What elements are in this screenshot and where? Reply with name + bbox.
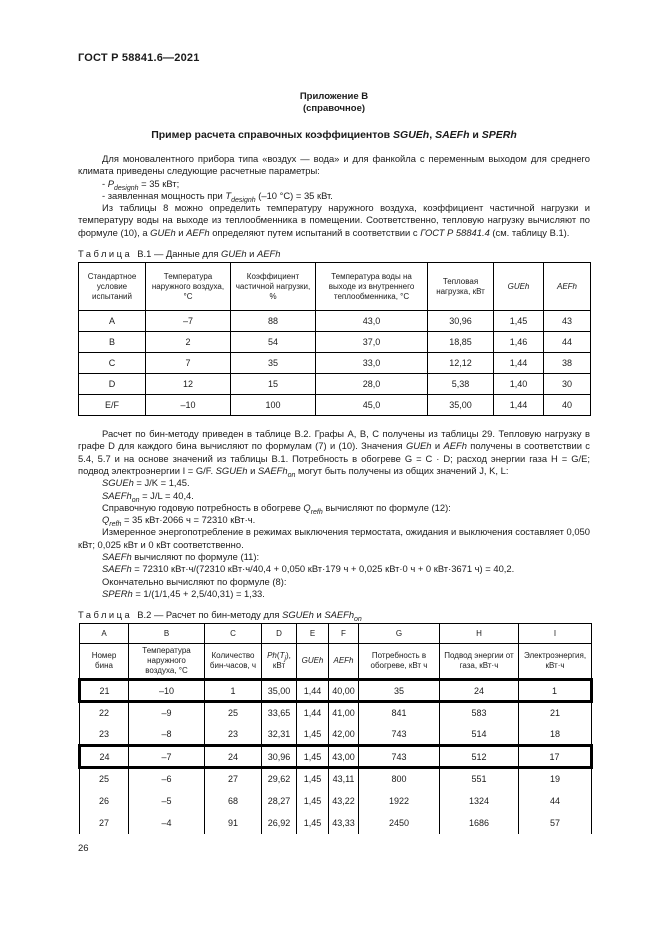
table-cell: 22 <box>80 702 129 724</box>
table-b2-caption-text: В.2 — Расчет по бин-методу для SGUEh и SAEFh$_{on}$ <box>137 609 362 624</box>
table-cell: 24 <box>80 746 129 768</box>
table-cell: 21 <box>80 680 129 702</box>
table-cell: –7 <box>146 311 231 332</box>
table-cell: 33,65 <box>262 702 297 724</box>
table-cell: –5 <box>129 790 205 812</box>
column-header: Электроэнергия, кВт·ч <box>519 644 592 680</box>
table-cell: 5,38 <box>428 374 494 395</box>
table-row <box>79 311 591 332</box>
table-cell: 43,11 <box>329 768 359 790</box>
table-cell: 743 <box>359 746 440 768</box>
table-cell: C <box>79 353 146 374</box>
table-row <box>79 395 591 416</box>
column-header: GUEh <box>297 644 329 680</box>
table-cell: 24 <box>440 680 519 702</box>
table-cell: D <box>79 374 146 395</box>
table-cell: 1324 <box>440 790 519 812</box>
column-header: Подвод энергии от газа, кВт·ч <box>440 644 519 680</box>
table-cell: 17 <box>519 746 592 768</box>
appendix-type: (справочное) <box>302 103 366 114</box>
table-cell: 30,96 <box>262 746 297 768</box>
column-header: Тепловая нагрузка, кВт <box>428 263 494 311</box>
column-header: C <box>205 624 262 644</box>
table-cell: 1,40 <box>494 374 544 395</box>
column-header: Номер бина <box>80 644 129 680</box>
table-cell: 15 <box>231 374 316 395</box>
table-cell: 43 <box>544 311 591 332</box>
column-header: D <box>262 624 297 644</box>
table-cell: 1,44 <box>297 702 329 724</box>
table-cell: 743 <box>359 724 440 746</box>
table-cell: –7 <box>129 746 205 768</box>
table-cell: 28,0 <box>316 374 428 395</box>
table-row <box>79 374 591 395</box>
list-item-tdesign: - заявленная мощность при $T_{designh}$ (–10 °С) = 35 кВт. <box>102 189 333 204</box>
table-cell: 26,92 <box>262 812 297 834</box>
table-cell: 1,45 <box>297 790 329 812</box>
table-row <box>79 353 591 374</box>
column-header: H <box>440 624 519 644</box>
formula-saefh-on: SAEFh$_{on}$ = J/L = 40,4. <box>102 489 194 504</box>
paragraph-saefh-intro: SAEFh вычисляют по формуле (11): <box>102 551 260 563</box>
table-cell: –9 <box>129 702 205 724</box>
paragraph-intro: Для моновалентного прибора типа «воздух — вода» и для фанкойла с переменным выходом для среднего климата приведены следующие расчетные параметры: <box>78 153 590 177</box>
table-cell: 1 <box>205 680 262 702</box>
table-cell: 1686 <box>440 812 519 834</box>
table-cell: 28,27 <box>262 790 297 812</box>
table-row <box>80 768 592 790</box>
table-cell: 7 <box>146 353 231 374</box>
table-cell: 33,0 <box>316 353 428 374</box>
appendix-name: Приложение В <box>299 91 369 102</box>
table-cell: 25 <box>80 768 129 790</box>
table-cell: 12,12 <box>428 353 494 374</box>
table-b2-caption-label: Таблица <box>78 609 133 621</box>
formula-saefh: SAEFh = 72310 кВт·ч/(72310 кВт·ч/40,4 + 0,050 кВт·179 ч + 0,025 кВт·0 ч + 0 кВт·3671 ч) = 40,2. <box>102 563 515 575</box>
column-header: Температура воды на выходе из внутреннего теплообменника, °С <box>316 263 428 311</box>
table-cell: 23 <box>205 724 262 746</box>
table-b1-caption-label: Таблица <box>78 248 133 260</box>
table-cell: 514 <box>440 724 519 746</box>
table-cell: 91 <box>205 812 262 834</box>
table-cell: E/F <box>79 395 146 416</box>
page-number: 26 <box>78 842 89 854</box>
table-cell: 1,44 <box>297 680 329 702</box>
table-row <box>80 746 592 768</box>
table-cell: 29,62 <box>262 768 297 790</box>
paragraph-method: Из таблицы 8 можно определить температуру наружного воздуха, коэффициент частичной нагрузки и температуру воды на выходе из теплообменника в помещении. Соответственно, тепловую нагрузку вычисляют по формуле (10), а GUEh и AEFh определяют путем испытаний в соответствии с ГОСТ Р 58841.4 (см. таблицу В.1). <box>78 202 590 238</box>
column-header: Коэффициент частичной нагрузки, % <box>231 263 316 311</box>
table-cell: 26 <box>80 790 129 812</box>
table-row <box>79 332 591 353</box>
table-cell: 100 <box>231 395 316 416</box>
table-row <box>80 702 592 724</box>
table-b1-caption <box>78 248 590 259</box>
table-cell: 27 <box>80 812 129 834</box>
table-cell: 43,00 <box>329 746 359 768</box>
column-header: AEFh <box>544 263 591 311</box>
formula-sgueh: SGUEh = J/K = 1,45. <box>102 477 190 489</box>
table-cell: 841 <box>359 702 440 724</box>
column-header: Потребность в обогреве, кВт ч <box>359 644 440 680</box>
table-cell: 45,0 <box>316 395 428 416</box>
table-cell: 583 <box>440 702 519 724</box>
column-header: E <box>297 624 329 644</box>
table-cell: 1 <box>519 680 592 702</box>
table-cell: 1,46 <box>494 332 544 353</box>
table-cell: 43,22 <box>329 790 359 812</box>
table-row <box>80 790 592 812</box>
table-b1-body <box>79 311 591 416</box>
table-cell: 12 <box>146 374 231 395</box>
table-cell: 800 <box>359 768 440 790</box>
table-cell: 1,45 <box>494 311 544 332</box>
table-cell: –6 <box>129 768 205 790</box>
table-cell: 512 <box>440 746 519 768</box>
table-cell: 44 <box>519 790 592 812</box>
table-cell: 1,44 <box>494 395 544 416</box>
table-b1 <box>78 262 591 416</box>
table-row <box>80 812 592 834</box>
paragraph-final-intro: Окончательно вычисляют по формуле (8): <box>102 575 287 587</box>
table-cell: 18 <box>519 724 592 746</box>
table-b2 <box>78 623 593 834</box>
column-header: AEFh <box>329 644 359 680</box>
table-cell: 1,44 <box>494 353 544 374</box>
table-b2-caption <box>78 609 590 624</box>
table-cell: B <box>79 332 146 353</box>
list-item-pdesign: - $P_{designh} = 35$ кВт; <box>102 177 180 192</box>
table-cell: A <box>79 311 146 332</box>
column-header: F <box>329 624 359 644</box>
table-cell: 35 <box>359 680 440 702</box>
table-cell: 1,45 <box>297 768 329 790</box>
table-b1-header-row <box>79 263 591 311</box>
table-cell: 35,00 <box>262 680 297 702</box>
table-cell: 21 <box>519 702 592 724</box>
column-header: Стандартное условие испытаний <box>79 263 146 311</box>
table-cell: 43,0 <box>316 311 428 332</box>
table-cell: 2450 <box>359 812 440 834</box>
table-cell: 68 <box>205 790 262 812</box>
table-cell: 2 <box>146 332 231 353</box>
column-header: GUEh <box>494 263 544 311</box>
table-cell: 23 <box>80 724 129 746</box>
table-cell: 44 <box>544 332 591 353</box>
table-cell: 19 <box>519 768 592 790</box>
paragraph-measured-power: Измеренное энергопотребление в режимах выключения термостата, ожидания и выключения составляет 0,050 кВт; 0,025 кВт и 0 кВт соответственно. <box>78 526 590 550</box>
column-header: A <box>80 624 129 644</box>
table-b2-body <box>80 680 592 834</box>
table-cell: 40,00 <box>329 680 359 702</box>
column-header: B <box>129 624 205 644</box>
paragraph-qrefh-intro: Справочную годовую потребность в обогреве $Q_{refh}$ вычисляют по формуле (12): <box>102 501 451 516</box>
table-cell: 32,31 <box>262 724 297 746</box>
table-cell: 30 <box>544 374 591 395</box>
table-cell: 42,00 <box>329 724 359 746</box>
table-cell: 54 <box>231 332 316 353</box>
column-header: Температура наружного воздуха, °С <box>146 263 231 311</box>
table-cell: 88 <box>231 311 316 332</box>
table-cell: 1,45 <box>297 724 329 746</box>
column-header: G <box>359 624 440 644</box>
doc-number: ГОСТ Р 58841.6—2021 <box>78 52 200 64</box>
table-b2-header-row <box>80 644 592 680</box>
table-cell: 57 <box>519 812 592 834</box>
table-cell: 1,45 <box>297 812 329 834</box>
table-cell: 37,0 <box>316 332 428 353</box>
column-header: $Ph(T_j)$, кВт <box>262 644 297 680</box>
table-cell: 41,00 <box>329 702 359 724</box>
formula-qrefh: $Q_{refh} = 35$ кВт·2066 ч = 72310 кВт·ч. <box>102 514 256 529</box>
column-header: Температура наружного воздуха, °С <box>129 644 205 680</box>
table-cell: 25 <box>205 702 262 724</box>
table-cell: 30,96 <box>428 311 494 332</box>
table-cell: 1,45 <box>297 746 329 768</box>
table-cell: 27 <box>205 768 262 790</box>
table-cell: –8 <box>129 724 205 746</box>
table-cell: 24 <box>205 746 262 768</box>
table-b2-letter-row <box>80 624 592 644</box>
table-cell: –4 <box>129 812 205 834</box>
table-cell: 43,33 <box>329 812 359 834</box>
column-header: Количество бин-часов, ч <box>205 644 262 680</box>
table-cell: 551 <box>440 768 519 790</box>
table-cell: 40 <box>544 395 591 416</box>
paragraph-bin-method: Расчет по бин-методу приведен в таблице В.2. Графы A, B, C получены из таблицы 29. Тепловую нагрузку в графе D для каждого бина вычисляют по формулам (7) и (10). Значения GUEh и AEFh получены в соответствии с 5.4, 5.7 и на основе значений из таблицы В.1. Потребность в обогреве G = C · D; расход энергии газа H = G/E; подвод электроэнергии I = G/F. SGUEh и SAEFh$_{on}$ могут быть получены из общих значений J, K, L: <box>78 428 590 479</box>
table-cell: 35 <box>231 353 316 374</box>
table-row <box>80 724 592 746</box>
table-cell: –10 <box>129 680 205 702</box>
column-header: I <box>519 624 592 644</box>
table-b1-caption-text: В.1 — Данные для GUEh и AEFh <box>137 248 281 260</box>
table-cell: –10 <box>146 395 231 416</box>
table-cell: 1922 <box>359 790 440 812</box>
table-cell: 35,00 <box>428 395 494 416</box>
formula-sperh: SPERh = 1/(1/1,45 + 2,5/40,31) = 1,33. <box>102 587 265 599</box>
table-cell: 18,85 <box>428 332 494 353</box>
table-row <box>80 680 592 702</box>
table-cell: 38 <box>544 353 591 374</box>
page-title: Пример расчета справочных коэффициентов SGUEh, SAEFh и SPERh <box>151 129 517 141</box>
